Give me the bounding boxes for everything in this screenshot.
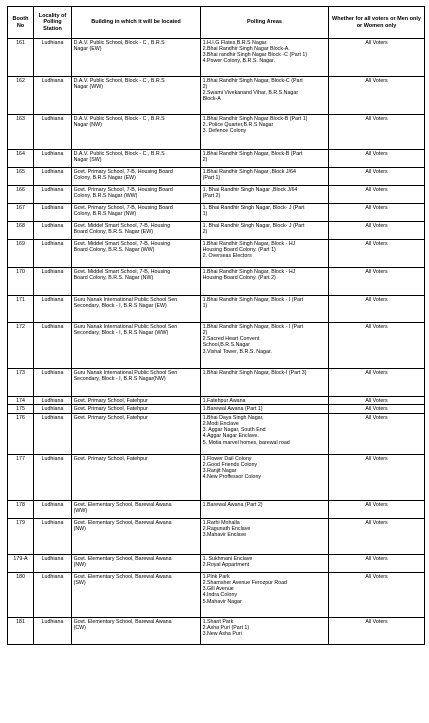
booth-no-cell: 170	[8, 268, 34, 296]
building-line: Guru Nanak International Public School Sen	[73, 369, 178, 376]
polling-area-line: Housing Board Colony. (Part 2)	[202, 274, 276, 281]
polling-area-line: School,B.R.S.Nagar	[202, 342, 250, 349]
building-line: Govt. Elementary School, Barewal Awana	[73, 519, 172, 526]
building-cell	[72, 454, 201, 500]
polling-area-line: 2)	[202, 329, 208, 336]
building-line: (WW)	[73, 507, 88, 514]
polling-area-line: 4.Indra Colony	[202, 592, 238, 599]
voters-cell: All Voters	[329, 369, 425, 397]
polling-areas-cell	[201, 39, 329, 77]
building-line: Secondary, Block - I, B.R.S Nagar(NW)	[73, 375, 166, 382]
table-row	[8, 405, 425, 413]
polling-area-line: 3.Bhai randhir Singh Nagar Block -C (Part 1)	[202, 52, 308, 59]
polling-area-line: 2.Sacred Heart Convent	[202, 336, 260, 343]
polling-area-line: 3.New Asha Puri	[202, 631, 242, 638]
building-line: Colony, B.R.S Nagar (NW)	[73, 210, 137, 217]
locality-cell: Ludhiana	[34, 500, 72, 518]
polling-area-line: 1.H.I.G Flates,B.R.S Nagar.	[202, 39, 268, 46]
building-cell	[72, 240, 201, 268]
table-row	[8, 554, 425, 572]
polling-area-line: 3. Aggar Nagar, South End	[202, 427, 266, 434]
building-cell	[72, 186, 201, 204]
building-line: Guru Nanak International Public School Sen	[73, 296, 178, 303]
polling-area-line: 1.Shant Park	[202, 618, 234, 625]
table-row	[8, 39, 425, 77]
polling-area-line: 2.Ragunath Enclave	[202, 525, 251, 532]
locality-cell: Ludhiana	[34, 240, 72, 268]
table-row	[8, 222, 425, 240]
building-line: Govt. Elementary School, Barewal Awana	[73, 573, 172, 580]
locality-cell: Ludhiana	[34, 554, 72, 572]
building-line: (CW)	[73, 624, 86, 631]
locality-cell: Ludhiana	[34, 168, 72, 186]
polling-area-line: 1. Sukhmani Enclave	[202, 555, 253, 562]
voters-cell: All Voters	[329, 413, 425, 454]
polling-areas-cell	[201, 500, 329, 518]
booth-no-cell: 174	[8, 397, 34, 405]
table-row	[8, 240, 425, 268]
booth-no-cell: 179	[8, 518, 34, 554]
locality-cell: Ludhiana	[34, 397, 72, 405]
building-line: Nagar (NW)	[73, 121, 102, 128]
locality-cell: Ludhiana	[34, 77, 72, 115]
table-row	[8, 397, 425, 405]
polling-areas-cell	[201, 222, 329, 240]
building-line: Board Colony, B.R.S. Nagar (WW)	[73, 246, 155, 253]
polling-area-line: 2.Modi Enclave	[202, 420, 239, 427]
voters-cell: All Voters	[329, 39, 425, 77]
building-line: Colony, B.R.S Nagar (WW)	[73, 192, 138, 199]
polling-area-line: 4.Power Colony, B.R.S. Nagar.	[202, 58, 275, 65]
building-line: D.A.V. Public School, Block - C , B.R.S	[73, 150, 165, 157]
building-line: Board Colony, B.R.S. Nagar (NW)	[73, 274, 154, 281]
polling-area-line: 2)	[202, 83, 208, 90]
polling-area-line: 1. Bhai Randhir Singh Nagar, Block- J (Part	[202, 204, 305, 211]
locality-cell: Ludhiana	[34, 572, 72, 617]
polling-area-line: 1.Barewal Awana (Part 1)	[202, 406, 263, 413]
polling-area-line: 1.Bhai Randhir Singh Nagar, Block-B (Part	[202, 150, 303, 157]
polling-areas-cell	[201, 617, 329, 644]
building-cell	[72, 500, 201, 518]
voters-cell: All Voters	[329, 222, 425, 240]
polling-area-line: 2.Royal Appartment	[202, 561, 250, 568]
polling-area-line: 5. Motia marvel homes, barewal road	[202, 439, 290, 446]
building-cell	[72, 296, 201, 323]
polling-area-line: 1.Bhai Daya Singh Nagar,	[202, 414, 264, 421]
building-line: Govt. Primary School, Fatehpur	[73, 455, 148, 462]
polling-area-line: 4.Aggar Nagar Enclave.	[202, 433, 259, 440]
table-row	[8, 268, 425, 296]
building-line: Govt. Primary School, 7-B, Housing Board	[73, 204, 173, 211]
building-cell	[72, 405, 201, 413]
building-cell	[72, 77, 201, 115]
locality-cell: Ludhiana	[34, 39, 72, 77]
table-row	[8, 296, 425, 323]
building-cell	[72, 518, 201, 554]
booth-no-cell: 165	[8, 168, 34, 186]
locality-cell: Ludhiana	[34, 150, 72, 168]
polling-area-line: 2.Shamsher Avenue Ferozpur Road	[202, 579, 288, 586]
polling-areas-cell	[201, 115, 329, 150]
building-line: Guru Nanak International Public School Sen	[73, 323, 178, 330]
polling-areas-cell	[201, 405, 329, 413]
polling-area-line: 2.Good Friends Colony	[202, 461, 258, 468]
voters-cell: All Voters	[329, 186, 425, 204]
polling-areas-cell	[201, 454, 329, 500]
table-body	[8, 39, 425, 645]
polling-area-line: 2.Swami Vivekanand Vihar, B.R.S.Nagar	[202, 90, 299, 97]
polling-area-line: (Part 2)	[202, 192, 221, 199]
building-line: (NW)	[73, 561, 86, 568]
table-row	[8, 150, 425, 168]
building-line: Board Colony, B.R.S. Nagar (EW)	[73, 228, 153, 235]
voters-cell: All Voters	[329, 454, 425, 500]
booth-no-cell: 177	[8, 454, 34, 500]
building-line: Nagar (EW)	[73, 45, 102, 52]
table-row	[8, 115, 425, 150]
building-line: Secondary, Block - I, B.R.S Nagar (WW)	[73, 329, 169, 336]
polling-area-line: 1.Bhai Randhir Singh Nagar, Block-I (Part 3)	[202, 369, 307, 376]
polling-area-line: 3.Ranjit Nagar	[202, 468, 237, 475]
booth-no-cell: 178	[8, 500, 34, 518]
voters-cell: All Voters	[329, 397, 425, 405]
booth-no-cell: 162	[8, 77, 34, 115]
polling-areas-cell	[201, 554, 329, 572]
locality-cell: Ludhiana	[34, 186, 72, 204]
building-cell	[72, 115, 201, 150]
building-cell	[72, 572, 201, 617]
polling-area-line: 1.Pink Park	[202, 573, 230, 580]
header-locality: Locality of Polling Station	[34, 7, 72, 39]
polling-area-line: 2.Bhai Randhir Singh Nagar Block-A.	[202, 45, 290, 52]
polling-area-line: 1. Bhai Randhir Singh Nagar ,Block J/64	[202, 186, 298, 193]
voters-cell: All Voters	[329, 77, 425, 115]
polling-areas-cell	[201, 150, 329, 168]
locality-cell: Ludhiana	[34, 617, 72, 644]
voters-cell: All Voters	[329, 572, 425, 617]
building-cell	[72, 204, 201, 222]
booth-no-cell: 169	[8, 240, 34, 268]
header-polling-areas: Polling Areas	[201, 7, 329, 39]
locality-cell: Ludhiana	[34, 115, 72, 150]
voters-cell: All Voters	[329, 150, 425, 168]
voters-cell: All Voters	[329, 617, 425, 644]
booth-no-cell: 167	[8, 204, 34, 222]
booth-no-cell: 172	[8, 323, 34, 369]
polling-area-line: 1.Bhai Randhir Singh Nagar, Block - I (Part	[202, 323, 304, 330]
locality-cell: Ludhiana	[34, 518, 72, 554]
voters-cell: All Voters	[329, 204, 425, 222]
table-row	[8, 168, 425, 186]
booth-no-cell: 163	[8, 115, 34, 150]
polling-area-line: 1.Bhai Randhir Singh Nagar ,Block J/64	[202, 168, 296, 175]
booth-no-cell: 180	[8, 572, 34, 617]
table-row	[8, 323, 425, 369]
building-line: Nagar (SW)	[73, 156, 102, 163]
building-line: Govt. Elementary School, Barewal Awana	[73, 501, 172, 508]
polling-area-line: 2..Police Quarter,B.R.S Nagar	[202, 121, 274, 128]
building-line: (SW)	[73, 579, 86, 586]
electoral-document	[7, 6, 424, 645]
polling-area-line: 1.Flower Dail Colony	[202, 455, 252, 462]
table-row	[8, 454, 425, 500]
locality-cell: Ludhiana	[34, 405, 72, 413]
polling-area-line: 1.Barewal Awana (Part 2)	[202, 501, 263, 508]
header-voters: Whether for all voters or Men only or Women only	[329, 7, 425, 39]
locality-cell: Ludhiana	[34, 222, 72, 240]
locality-cell: Ludhiana	[34, 454, 72, 500]
booth-no-cell: 171	[8, 296, 34, 323]
booth-no-cell: 168	[8, 222, 34, 240]
voters-cell: All Voters	[329, 405, 425, 413]
table-row	[8, 617, 425, 644]
voters-cell: All Voters	[329, 240, 425, 268]
polling-area-line: 5.Mahavir Nagar	[202, 598, 242, 605]
polling-area-line: 4.New Proffessor Colony	[202, 474, 262, 481]
building-cell	[72, 323, 201, 369]
table-row	[8, 413, 425, 454]
locality-cell: Ludhiana	[34, 204, 72, 222]
polling-area-line: (Part 1)	[202, 174, 221, 181]
voters-cell: All Voters	[329, 115, 425, 150]
polling-area-line: 1.Bhai Randhir Singh Nagar, Block - I (Part	[202, 296, 304, 303]
voters-cell: All Voters	[329, 268, 425, 296]
building-line: Secondary, Block - I, B.R.S Nagar (EW)	[73, 302, 167, 309]
polling-area-line: 1.Fatehpur Awana	[202, 397, 246, 404]
polling-area-line: 1)	[202, 302, 208, 309]
building-cell	[72, 369, 201, 397]
building-line: Govt. Elementary School, Barewal Awana	[73, 555, 172, 562]
voters-cell: All Voters	[329, 500, 425, 518]
polling-area-line: 2)	[202, 156, 208, 163]
polling-areas-cell	[201, 397, 329, 405]
building-cell	[72, 397, 201, 405]
building-cell	[72, 168, 201, 186]
polling-area-line: 2.Asha Puri (Part 1)	[202, 624, 250, 631]
booth-no-cell: 173	[8, 369, 34, 397]
polling-areas-cell	[201, 572, 329, 617]
polling-area-line: Block-A	[202, 96, 221, 103]
polling-area-line: 3.Mahavir Enclave	[202, 532, 247, 539]
polling-area-line: 1. Bhai Randhir Singh Nagar, Block- J (Part	[202, 222, 305, 229]
header-building: Building in which it will be located	[72, 7, 201, 39]
booth-no-cell: 175	[8, 405, 34, 413]
polling-area-line: Housing Board Colony. (Part 1)	[202, 246, 276, 253]
building-cell	[72, 150, 201, 168]
building-line: D.A.V. Public School, Block - C , B.R.S	[73, 39, 165, 46]
building-line: Govt. Primary School, Fatehpur	[73, 406, 148, 413]
locality-cell: Ludhiana	[34, 268, 72, 296]
polling-areas-cell	[201, 77, 329, 115]
voters-cell: All Voters	[329, 296, 425, 323]
building-line: D.A.V. Public School, Block - C , B.R.S	[73, 77, 165, 84]
building-line: Colony, B.R.S Nagar (EW)	[73, 174, 136, 181]
polling-area-line: 1.Bhai Randhir Singh Nagar, Block-C (Part	[202, 77, 303, 84]
polling-stations-table	[7, 6, 425, 645]
polling-area-line: 1)	[202, 210, 208, 217]
voters-cell: All Voters	[329, 323, 425, 369]
building-line: Govt. Primary School, 7-B, Housing Board	[73, 186, 173, 193]
polling-area-line: 3.Gill Avenue	[202, 586, 234, 593]
polling-areas-cell	[201, 186, 329, 204]
polling-area-line: 1.Rarhi Mohalla	[202, 519, 240, 526]
booth-no-cell: 181	[8, 617, 34, 644]
booth-no-cell: 161	[8, 39, 34, 77]
locality-cell: Ludhiana	[34, 369, 72, 397]
building-cell	[72, 554, 201, 572]
building-line: Govt. Elementary School, Barewal Awana	[73, 618, 172, 625]
voters-cell: All Voters	[329, 168, 425, 186]
building-cell	[72, 413, 201, 454]
table-row	[8, 204, 425, 222]
header-booth-no: Booth No	[8, 7, 34, 39]
building-cell	[72, 268, 201, 296]
table-header-row	[8, 7, 425, 39]
building-line: Govt. Middel Smart School, 7-B, Housing	[73, 222, 171, 229]
booth-no-cell: 179-A	[8, 554, 34, 572]
polling-areas-cell	[201, 168, 329, 186]
polling-areas-cell	[201, 413, 329, 454]
voters-cell: All Voters	[329, 554, 425, 572]
booth-no-cell: 166	[8, 186, 34, 204]
polling-area-line: 2. Overseas Electors	[202, 253, 252, 260]
table-row	[8, 77, 425, 115]
building-line: D.A.V. Public School, Block - C , B.R.S	[73, 115, 165, 122]
table-row	[8, 500, 425, 518]
table-row	[8, 369, 425, 397]
voters-cell: All Voters	[329, 518, 425, 554]
building-line: Govt. Primary School, Fatehpur	[73, 414, 148, 421]
booth-no-cell: 176	[8, 413, 34, 454]
building-line: Govt. Middel Smart School, 7-B, Housing	[73, 240, 171, 247]
polling-area-line: 2)	[202, 228, 208, 235]
polling-area-line: 3.Vishal Tower, B.R.S. Nagar.	[202, 348, 272, 355]
polling-areas-cell	[201, 518, 329, 554]
table-row	[8, 518, 425, 554]
building-line: Govt. Middel Smart School, 7-B, Housing	[73, 268, 171, 275]
polling-areas-cell	[201, 204, 329, 222]
table-row	[8, 572, 425, 617]
polling-areas-cell	[201, 268, 329, 296]
locality-cell: Ludhiana	[34, 413, 72, 454]
booth-no-cell: 164	[8, 150, 34, 168]
building-line: Govt. Primary School, 7-B, Housing Board	[73, 168, 173, 175]
polling-areas-cell	[201, 323, 329, 369]
table-row	[8, 186, 425, 204]
polling-area-line: 1.Bhai Randhir Singh Nagar, Block - HJ	[202, 268, 296, 275]
polling-area-line: 3. Defence Colony	[202, 128, 247, 135]
building-line: Govt. Primary School, Fatehpur	[73, 397, 148, 404]
polling-area-line: 1.Bhai Randhir Singh Nagar Block-B (Part 1)	[202, 115, 308, 122]
polling-areas-cell	[201, 369, 329, 397]
building-cell	[72, 617, 201, 644]
polling-areas-cell	[201, 296, 329, 323]
polling-areas-cell	[201, 240, 329, 268]
building-line: Nagar (WW)	[73, 83, 104, 90]
locality-cell: Ludhiana	[34, 323, 72, 369]
building-cell	[72, 222, 201, 240]
polling-area-line: 1.Bhai Randhir Singh Nagar, Block - HJ	[202, 240, 296, 247]
building-cell	[72, 39, 201, 77]
building-line: (NW)	[73, 525, 86, 532]
locality-cell: Ludhiana	[34, 296, 72, 323]
